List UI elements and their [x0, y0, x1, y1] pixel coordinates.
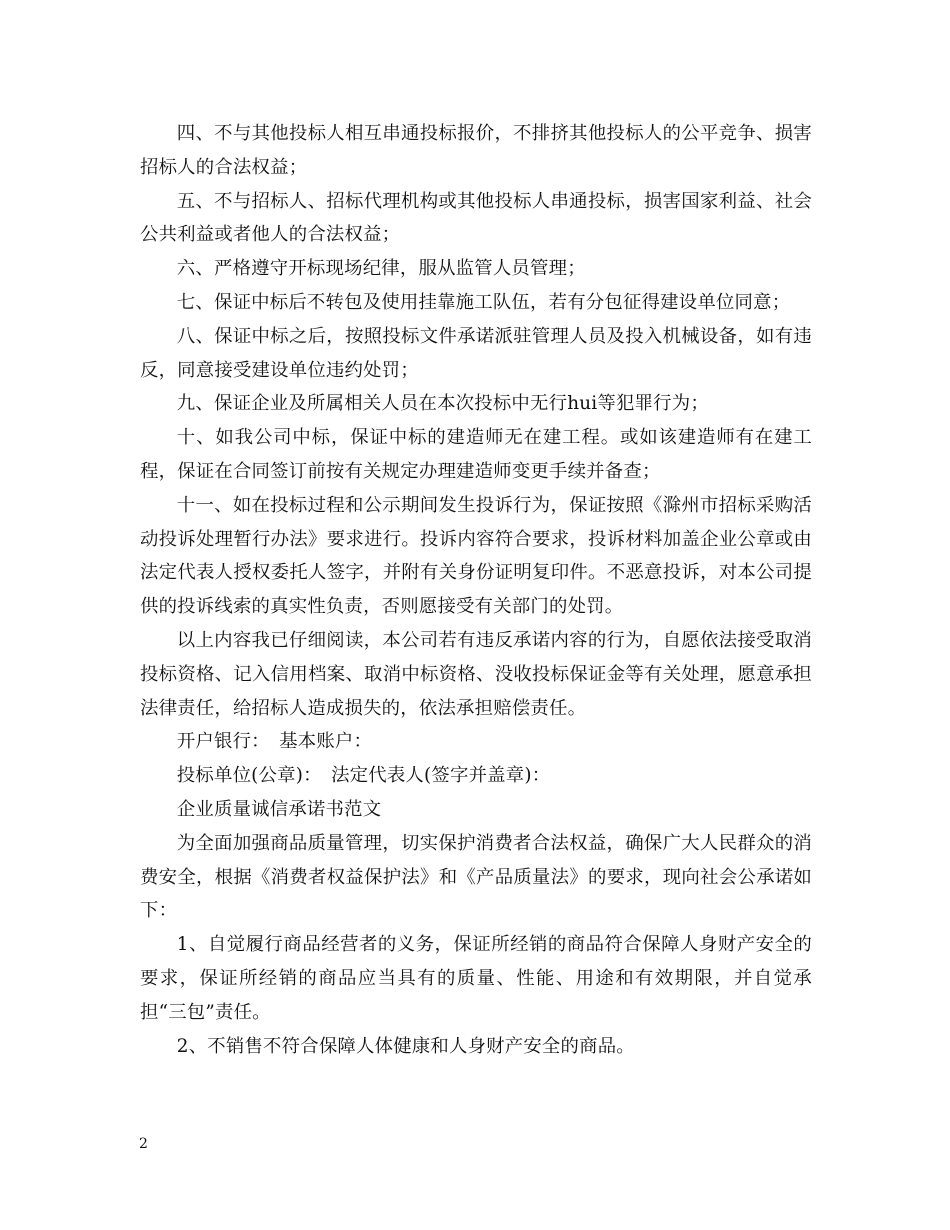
- paragraph-clause-6: 六、严格遵守开标现场纪律，服从监管人员管理；: [176, 258, 586, 280]
- document-body: [140, 117, 812, 1063]
- paragraph-clause-8: 八、保证中标之后，按照投标文件承诺派驻管理人员及投入机械设备，如有违反，同意接受建设单位违约处罚；: [140, 325, 812, 381]
- paragraph-intro: 为全面加强商品质量管理，切实保护消费者合法权益，确保广大人民群众的消费安全，根据《消费者权益保护法》和《产品质量法》的要求，现向社会公承诺如下：: [140, 832, 812, 922]
- paragraph-pledge-1: 1、自觉履行商品经营者的义务，保证所经销的商品符合保障人身财产安全的要求，保证所经销的商品应当具有的质量、性能、用途和有效期限，并自觉承担“三包”责任。: [140, 934, 812, 1023]
- signature-line: 投标单位(公章)： 法定代表人(签字并盖章)：: [176, 765, 551, 787]
- section-heading: 企业质量诚信承诺书范文: [176, 798, 382, 820]
- paragraph-clause-4: 四、不与其他投标人相互串通投标报价，不排挤其他投标人的公平竞争、损害招标人的合法权益；: [140, 123, 812, 178]
- paragraph-clause-7: 七、保证中标后不转包及使用挂靠施工队伍，若有分包征得建设单位同意；: [176, 291, 791, 313]
- paragraph-clause-5: 五、不与招标人、招标代理机构或其他投标人串通投标，损害国家利益、社会公共利益或者他人的合法权益；: [140, 190, 812, 246]
- paragraph-acknowledgement: 以上内容我已仔细阅读，本公司若有违反承诺内容的行为，自愿依法接受取消投标资格、记入信用档案、取消中标资格、没收投标保证金等有关处理，愿意承担法律责任，给招标人造成损失的，依法承担赔偿责任。: [140, 629, 812, 719]
- paragraph-clause-10: 十、如我公司中标，保证中标的建造师无在建工程。或如该建造师有在建工程，保证在合同签订前按有关规定办理建造师变更手续并备查；: [140, 427, 812, 482]
- paragraph-clause-9: 九、保证企业及所属相关人员在本次投标中无行hui等犯罪行为；: [176, 393, 709, 415]
- paragraph-clause-11: 十一、如在投标过程和公示期间发生投诉行为，保证按照《滁州市招标采购活动投诉处理暂行办法》要求进行。投诉内容符合要求，投诉材料加盖企业公章或由法定代表人授权委托人签字，并附有关身份证明复印件。不恶意投诉，对本公司提供的投诉线索的真实性负责，否则愿接受有关部门的处罚。: [140, 494, 812, 618]
- bank-account-line: 开户银行： 基本账户：: [176, 731, 373, 753]
- paragraph-pledge-2: 2、不销售不符合保障人体健康和人身财产安全的商品。: [176, 1035, 635, 1057]
- page-number: 2: [139, 1136, 148, 1152]
